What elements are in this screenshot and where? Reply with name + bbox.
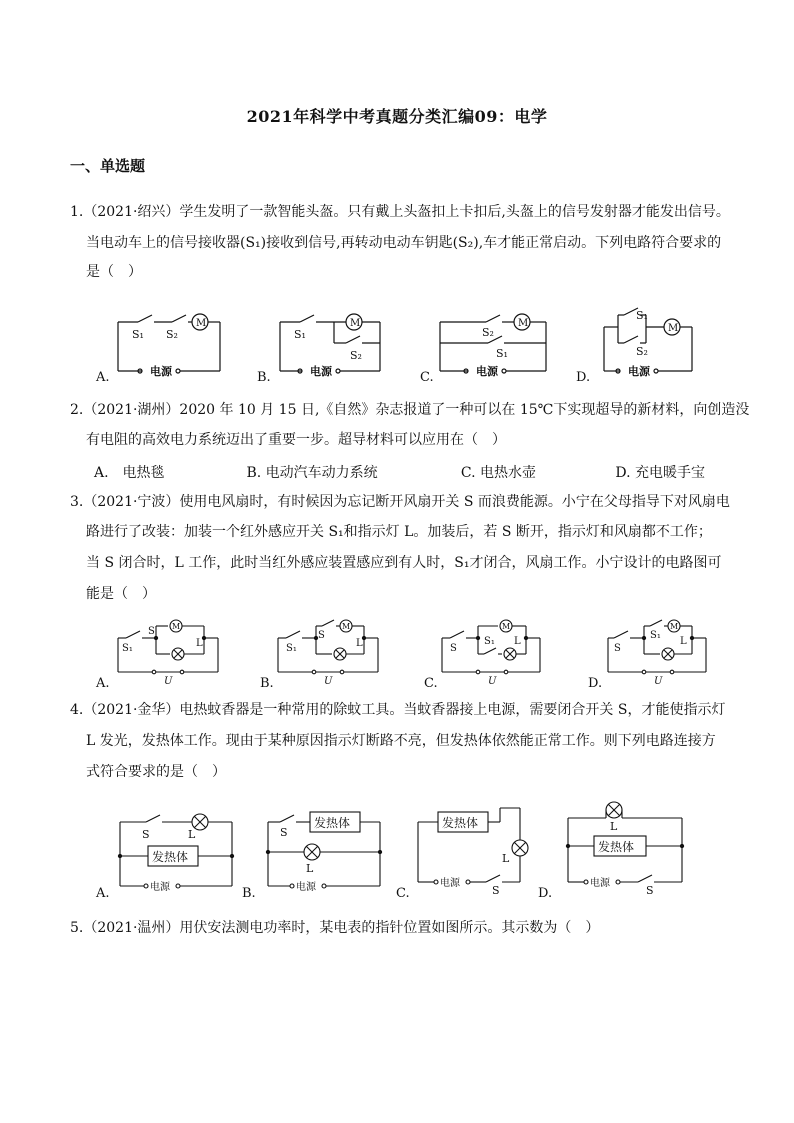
q1-d-motor-label: M [668, 323, 679, 334]
q4-text-line3: 式符合要求的是（ ） [86, 764, 226, 780]
q3-d-u-label: U [654, 676, 663, 686]
q1-a-s2-label: S₂ [166, 328, 178, 341]
q4-text-line2: L 发光，发热体工作。现由于某种原因指示灯断路不亮，但发热体依然能正常工作。则下列电路连接方 [86, 733, 716, 749]
q3-c-s1-label: S₁ [484, 636, 495, 647]
q3-a-s-label: S [148, 626, 155, 637]
q3-c-m-label: M [502, 622, 511, 631]
q1-text-line2: 当电动车上的信号接收器(S₁)接收到信号,再转动电动车钥匙(S₂),车才能正常启动。下列电路符合要求的 [86, 235, 722, 251]
q1-b-power-label: 电源 [310, 365, 332, 378]
q1-d-s2-label: S₂ [636, 345, 648, 358]
q2-option-d[interactable]: D. 充电暖手宝 [615, 465, 705, 481]
q3-a-s1-label: S₁ [122, 643, 133, 654]
q3-text-line1: 3.（2021·宁波）使用电风扇时，有时候因为忘记断开风扇开关 S 而浪费能源。小宁在父母指导下对风扇电 [70, 494, 730, 510]
q1-d-power-label: 电源 [628, 365, 650, 378]
q4-c-heater-label: 发热体 [442, 816, 479, 830]
q1-option-d[interactable]: D. [576, 370, 591, 385]
q1-b-motor-label: M [350, 318, 361, 329]
q4-option-d[interactable]: D. [538, 886, 553, 901]
q1-c-s2-label: S₂ [482, 326, 494, 339]
q3-text-line2: 路进行了改装：加装一个红外感应开关 S₁和指示灯 L。加装后，若 S 断开，指示灯和风扇都不工作； [86, 524, 712, 540]
q4-d-s-label: S [646, 884, 654, 894]
q3-text-line4: 能是（ ） [86, 586, 156, 602]
q3-d-m-label: M [670, 622, 679, 631]
q3-c-u-label: U [488, 676, 497, 686]
q1-a-motor-label: M [196, 318, 207, 329]
q2-text-line1: 2.（2021·湖州）2020 年 10 月 15 日,《自然》杂志报道了一种可以在 15℃下实现超导的新材料，向创造没 [70, 402, 750, 418]
q1-text-line3: 是（ ） [86, 264, 142, 280]
section-heading: 一、单选题 [70, 157, 146, 175]
q3-option-d[interactable]: D. [588, 676, 603, 691]
q4-d-l-label: L [610, 820, 618, 833]
q1-text-line1: 1.（2021·绍兴）学生发明了一款智能头盔。只有戴上头盔扣上卡扣后,头盔上的信号发射器才能发出信号。 [70, 204, 730, 220]
q3-c-s-label: S [450, 643, 457, 654]
q1-option-c[interactable]: C. [420, 370, 434, 385]
q3-circuit-d [608, 620, 706, 672]
q3-d-l-label: L [680, 636, 687, 647]
q3-d-s-label: S [614, 643, 621, 654]
q1-circuit-figures [90, 305, 730, 387]
q3-b-l-label: L [356, 638, 363, 649]
q3-text-line3: 当 S 闭合时，L 工作，此时当红外感应装置感应到有人时，S₁才闭合，风扇工作。小宁设计的电路图可 [86, 555, 722, 571]
q1-circuit-d [604, 308, 692, 373]
q4-b-s-label: S [280, 826, 288, 839]
q3-b-u-label: U [324, 676, 333, 686]
q4-a-l-label: L [188, 828, 196, 841]
q2-options [94, 462, 705, 482]
q3-b-m-label: M [342, 622, 351, 631]
q1-c-s1-label: S₁ [496, 347, 508, 360]
q3-option-b[interactable]: B. [260, 676, 274, 691]
q4-d-power-label: 电源 [590, 878, 610, 889]
q4-c-power-label: 电源 [440, 878, 460, 889]
q4-a-s-label: S [142, 828, 150, 841]
q4-b-l-label: L [306, 862, 314, 875]
q1-option-b[interactable]: B. [257, 370, 271, 385]
q1-a-power-label: 电源 [150, 365, 172, 378]
q4-option-a[interactable]: A. [96, 886, 110, 901]
q1-b-s1-label: S₁ [294, 328, 306, 341]
q4-text-line1: 4.（2021·金华）电热蚊香器是一种常用的除蚊工具。当蚊香器接上电源，需要闭合开关 S，才能使指示灯 [70, 702, 726, 718]
q2-option-b[interactable]: B. 电动汽车动力系统 [246, 465, 378, 481]
page-title: 2021年科学中考真题分类汇编09：电学 [246, 107, 548, 126]
q4-b-power-label: 电源 [296, 882, 316, 893]
q4-b-heater-label: 发热体 [314, 816, 351, 830]
q4-a-power-label: 电源 [150, 882, 170, 893]
q1-c-motor-label: M [518, 318, 529, 329]
q4-circuit-figures [100, 800, 700, 894]
q3-option-c[interactable]: C. [424, 676, 438, 691]
q4-option-b[interactable]: B. [242, 886, 256, 901]
q3-b-s-label: S [318, 630, 325, 641]
q3-a-u-label: U [164, 676, 173, 686]
q3-circuit-figures [100, 614, 720, 686]
q1-a-s1-label: S₁ [132, 328, 144, 341]
q2-option-c[interactable]: C. 电热水壶 [460, 465, 537, 481]
q4-option-c[interactable]: C. [396, 886, 410, 901]
q1-option-a[interactable]: A. [96, 370, 110, 385]
q5-text-line1: 5.（2021·温州）用伏安法测电功率时，某电表的指针位置如图所示。其示数为（ ） [70, 920, 600, 936]
q4-c-s-label: S [492, 884, 500, 894]
q1-b-s2-label: S₂ [350, 349, 362, 362]
q1-d-s1-label: S₁ [636, 309, 648, 322]
q3-circuit-a [118, 620, 218, 672]
q2-text-line2: 有电阻的高效电力系统迈出了重要一步。超导材料可以应用在（ ） [86, 432, 506, 448]
q4-d-heater-label: 发热体 [598, 840, 635, 854]
q2-option-a[interactable]: A. 电热毯 [94, 465, 165, 481]
q3-a-m-label: M [172, 622, 181, 631]
q3-a-l-label: L [196, 638, 203, 649]
q3-d-s1-label: S₁ [650, 630, 661, 641]
q3-option-a[interactable]: A. [96, 676, 110, 691]
q4-c-l-label: L [502, 852, 510, 865]
q3-b-s1-label: S₁ [286, 643, 297, 654]
q1-c-power-label: 电源 [476, 365, 498, 378]
q4-a-heater-label: 发热体 [152, 850, 189, 864]
q3-c-l-label: L [514, 636, 521, 647]
